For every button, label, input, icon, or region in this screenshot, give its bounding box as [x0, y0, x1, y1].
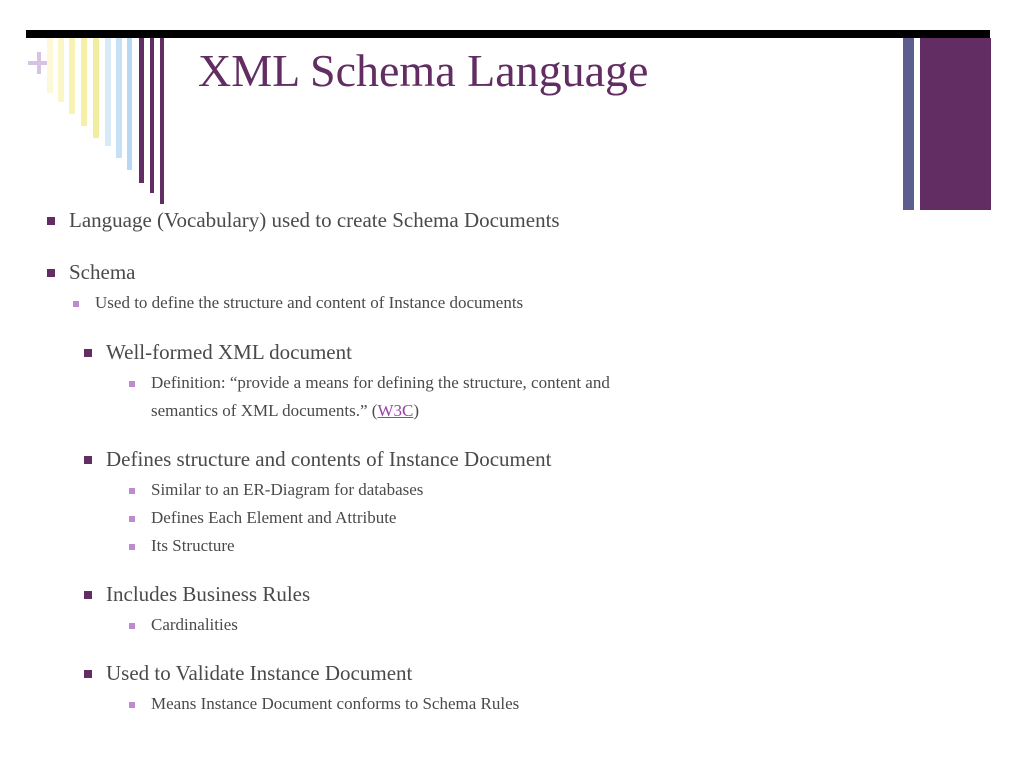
- decor-stripe: [139, 38, 144, 183]
- list-item-text-post: ): [413, 401, 420, 420]
- list-item-text: Similar to an ER-Diagram for databases: [151, 480, 424, 499]
- list-item-text: Defines structure and contents of Instance Document: [106, 447, 552, 471]
- list-item-text: Used to define the structure and content of Instance documents: [95, 293, 524, 312]
- bullet-icon: [129, 623, 135, 629]
- decor-bar-purple: [920, 38, 991, 210]
- list-item-text: Used to Validate Instance Document: [106, 661, 413, 685]
- bullet-icon: [47, 269, 55, 277]
- top-rule: [26, 30, 990, 38]
- bullet-icon: [84, 591, 92, 599]
- bullet-icon: [84, 349, 92, 357]
- list-item-text: Well-formed XML document: [106, 340, 352, 364]
- list-item-text: Includes Business Rules: [106, 582, 311, 606]
- list-item-text: Definition: “provide a means for defining the structure, content and: [151, 373, 610, 392]
- bullet-icon: [129, 381, 135, 387]
- list-item-text: [151, 401, 419, 421]
- bullet-icon: [84, 456, 92, 464]
- bullet-icon: [129, 516, 135, 522]
- bullet-icon: [129, 488, 135, 494]
- bullet-icon: [129, 544, 135, 550]
- decor-stripe: [105, 38, 111, 146]
- page-title: XML Schema Language: [198, 45, 649, 96]
- list-item-text-pre: semantics of XML documents.” (: [151, 401, 378, 420]
- list-item-text: Its Structure: [151, 536, 235, 555]
- decor-stripe: [47, 38, 53, 93]
- decor-stripe: [160, 38, 164, 204]
- bullet-icon: [47, 217, 55, 225]
- decor-stripe: [150, 38, 154, 193]
- decor-bar-blue: [903, 38, 914, 210]
- bullet-icon: [129, 702, 135, 708]
- bullet-icon: [84, 670, 92, 678]
- list-item-text: Schema: [69, 260, 136, 284]
- decor-stripe: [81, 38, 87, 126]
- decor-stripe: [127, 38, 132, 170]
- list-item-text: Means Instance Document conforms to Schema Rules: [151, 694, 520, 713]
- decor-stripe: [93, 38, 99, 138]
- decor-stripe: [116, 38, 122, 158]
- w3c-link[interactable]: W3C: [377, 401, 414, 420]
- decor-stripe: [58, 38, 64, 102]
- bullet-icon: [73, 301, 79, 307]
- list-item-text: Defines Each Element and Attribute: [151, 508, 397, 527]
- plus-icon-vertical: [37, 52, 41, 74]
- list-item-text: Language (Vocabulary) used to create Schema Documents: [69, 208, 560, 232]
- list-item-text: Cardinalities: [151, 615, 238, 634]
- decor-stripe: [69, 38, 75, 114]
